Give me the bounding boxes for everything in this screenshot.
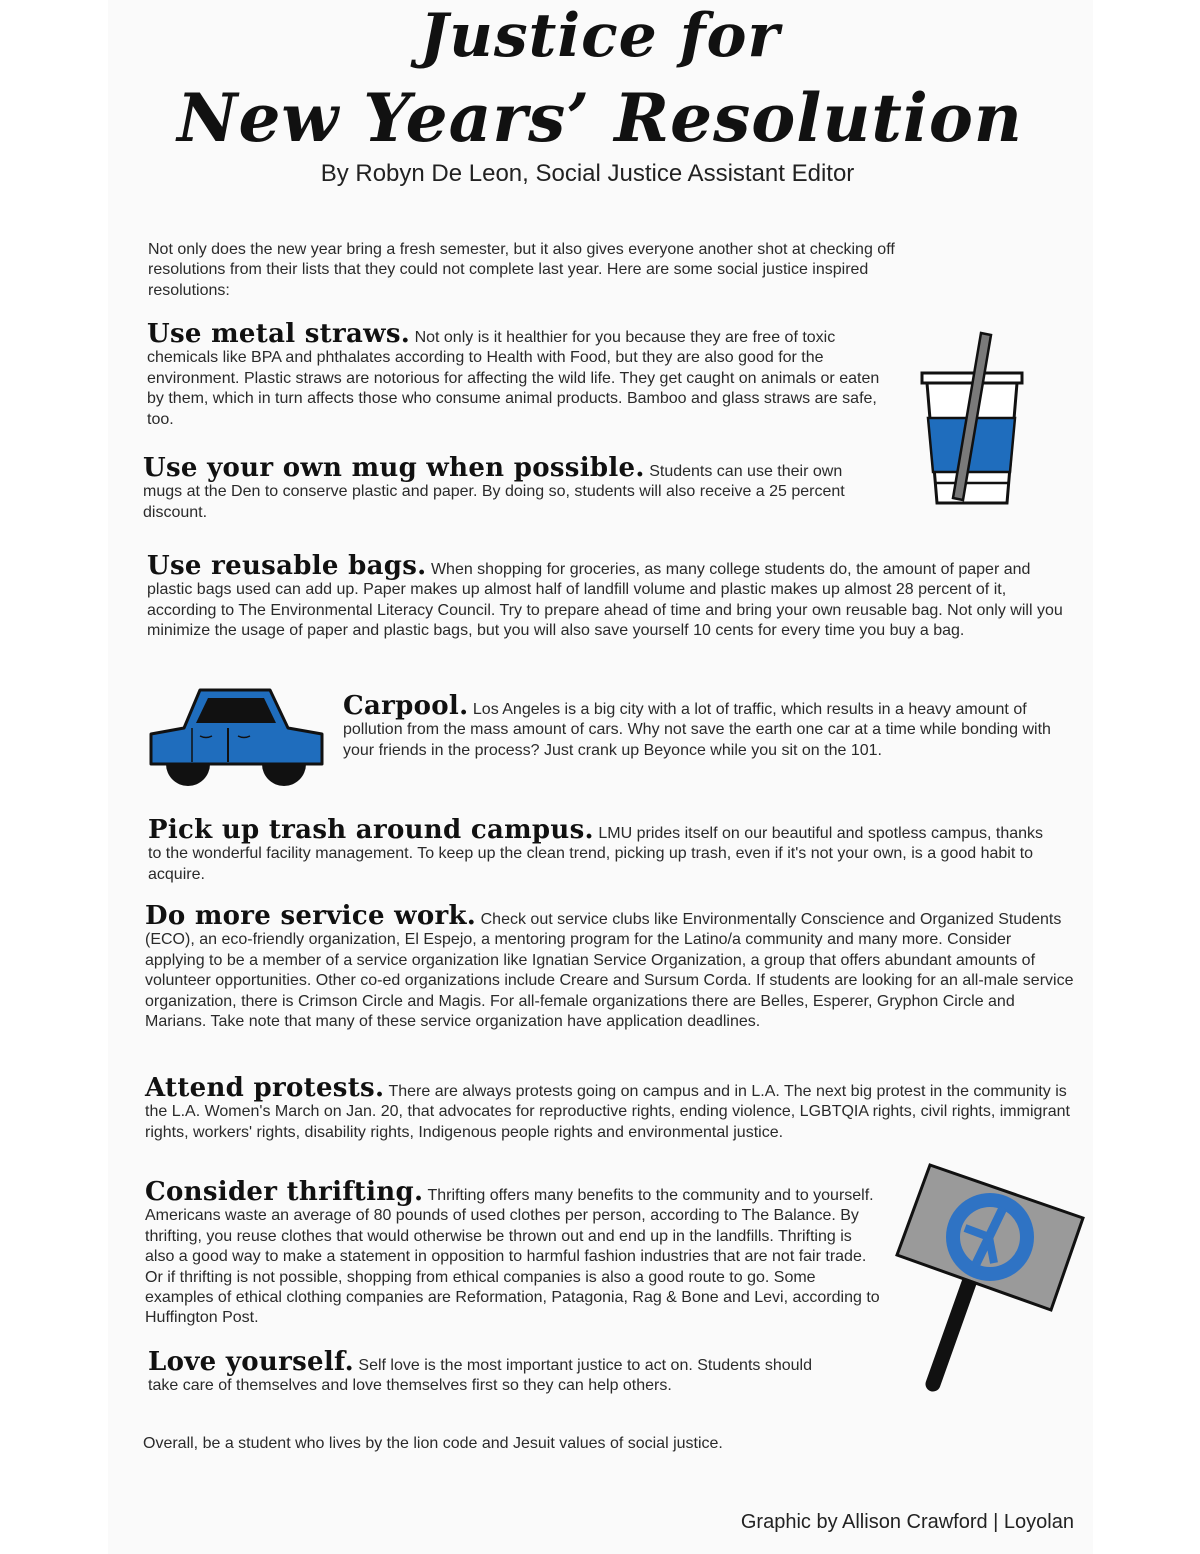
resolution-heading: Do more service work.: [145, 901, 477, 931]
resolution-carpool: [343, 691, 1068, 761]
resolution-love-yourself: [148, 1347, 838, 1397]
resolution-heading: Use reusable bags.: [147, 551, 427, 581]
resolution-consider-thrifting: [145, 1177, 885, 1329]
cup-with-straw-graphic: [915, 325, 1030, 510]
peace-icon: [946, 1193, 1034, 1281]
byline: By Robyn De Leon, Social Justice Assistant Editor: [320, 160, 855, 187]
resolution-metal-straws: [147, 319, 882, 430]
protest-sign-graphic: [893, 1160, 1093, 1395]
closing-paragraph: Overall, be a student who lives by the lion code and Jesuit values of social justice.: [143, 1435, 723, 1452]
resolution-attend-protests: [145, 1073, 1070, 1143]
resolution-body: Los Angeles is a big city with a lot of traffic, which results in a heavy amount of pollution from the mass amount of cars. Why not save the earth one car at a time while bonding with your friends in the process? Just crank up Beyonce while you sit on the 101.: [343, 701, 1051, 759]
resolution-service-work: [145, 901, 1075, 1032]
car-windshield: [196, 698, 276, 723]
resolution-body: LMU prides itself on our beautiful and spotless campus, thanks to the wonderful facility management. To keep up the clean trend, picking up trash, even if it's not your own, is a good habit to acquire.: [148, 825, 1044, 883]
title-line-1: Justice for: [419, 1, 781, 71]
car-wheel-front: [166, 764, 210, 786]
resolution-pick-up-trash: [148, 815, 1058, 885]
resolution-body: Thrifting offers many benefits to the community and to yourself. Americans waste an average of 80 pounds of used clothes per person, according to The Balance. By thrifting, you reuse clothes that would otherwise be thrown out and end up in the landfills. Thrifting is also a good way to make a statement in opposition to harmful fashion industries that are not fair trade. Or if thrifting is not possible, shopping from ethical companies is also a good route to go. Some examples of ethical clothing companies are Reformation, Patagonia, Rag & Bone and Levi, according to Huffington Post.: [145, 1187, 880, 1327]
resolution-body: Check out service clubs like Environmentally Conscience and Organized Students (ECO), an eco-friendly organization, El Espejo, a mentoring program for the Latino/a community and many more. Consider applying to be a member of a service organization like Ignatian Service Organization, a group that offers abundant amounts of volunteer opportunities. Other co-ed organizations include Creare and Sursum Corda. If students are looking for an all-male service organization, there is Crimson Circle and Magis. For all-female organizations there are Belles, Esperer, Gryphon Circle and Marians. Take note that many of these service organization have application deadlines.: [145, 911, 1074, 1031]
sign-stick: [933, 1280, 970, 1384]
resolution-heading: Pick up trash around campus.: [148, 815, 594, 845]
resolution-body: Students can use their own mugs at the Den to conserve plastic and paper. By doing so, students will also receive a 25 percent discount.: [143, 463, 845, 521]
resolution-body: Not only is it healthier for you because they are free of toxic chemicals like BPA and phthalates according to Health with Food, but they are also good for the environment. Plastic straws are notorious for affecting the wild life. They get caught on animals or eaten by them, which in turn affects those who consume animal products. Bamboo and glass straws are safe, too.: [147, 329, 880, 428]
intro-paragraph: Not only does the new year bring a fresh semester, but it also gives everyone another shot at checking off resolutions from their lists that they could not complete last year. Here are some social justice inspired resolutions:: [148, 241, 895, 299]
car-graphic: [148, 686, 326, 790]
resolution-heading: Love yourself.: [148, 1347, 354, 1377]
resolution-heading: Use your own mug when possible.: [143, 453, 645, 483]
graphic-credit: Graphic by Allison Crawford | Loyolan: [740, 1511, 1074, 1533]
car-wheel-rear: [262, 764, 306, 786]
resolution-heading: Attend protests.: [145, 1073, 385, 1103]
resolution-body: When shopping for groceries, as many college students do, the amount of paper and plastic bags used can add up. Paper makes up almost half of landfill volume and plastic makes up almost 28 percent of it, according to The Environmental Literacy Council. Try to prepare ahead of time and bring your own reusable bag. Not only will you minimize the usage of paper and plastic bags, but you will also save yourself 10 cents for every time you buy a bag.: [147, 561, 1063, 640]
resolution-body: Self love is the most important justice to act on. Students should take care of themselves and love themselves first so they can help others.: [148, 1357, 812, 1395]
title-line-2: New Years’ Resolution: [177, 79, 1023, 157]
resolution-own-mug: [143, 453, 878, 523]
resolution-reusable-bags: [147, 551, 1072, 642]
resolution-heading: Use metal straws.: [147, 319, 411, 349]
resolution-heading: Carpool.: [343, 691, 469, 721]
resolution-heading: Consider thrifting.: [145, 1177, 424, 1207]
resolution-body: There are always protests going on campus and in L.A. The next big protest in the community is the L.A. Women's March on Jan. 20, that advocates for reproductive rights, ending violence, LGBTQIA rights, civil rights, immigrant rights, workers' rights, disability rights, Indigenous people rights and environmental justice.: [145, 1083, 1070, 1141]
